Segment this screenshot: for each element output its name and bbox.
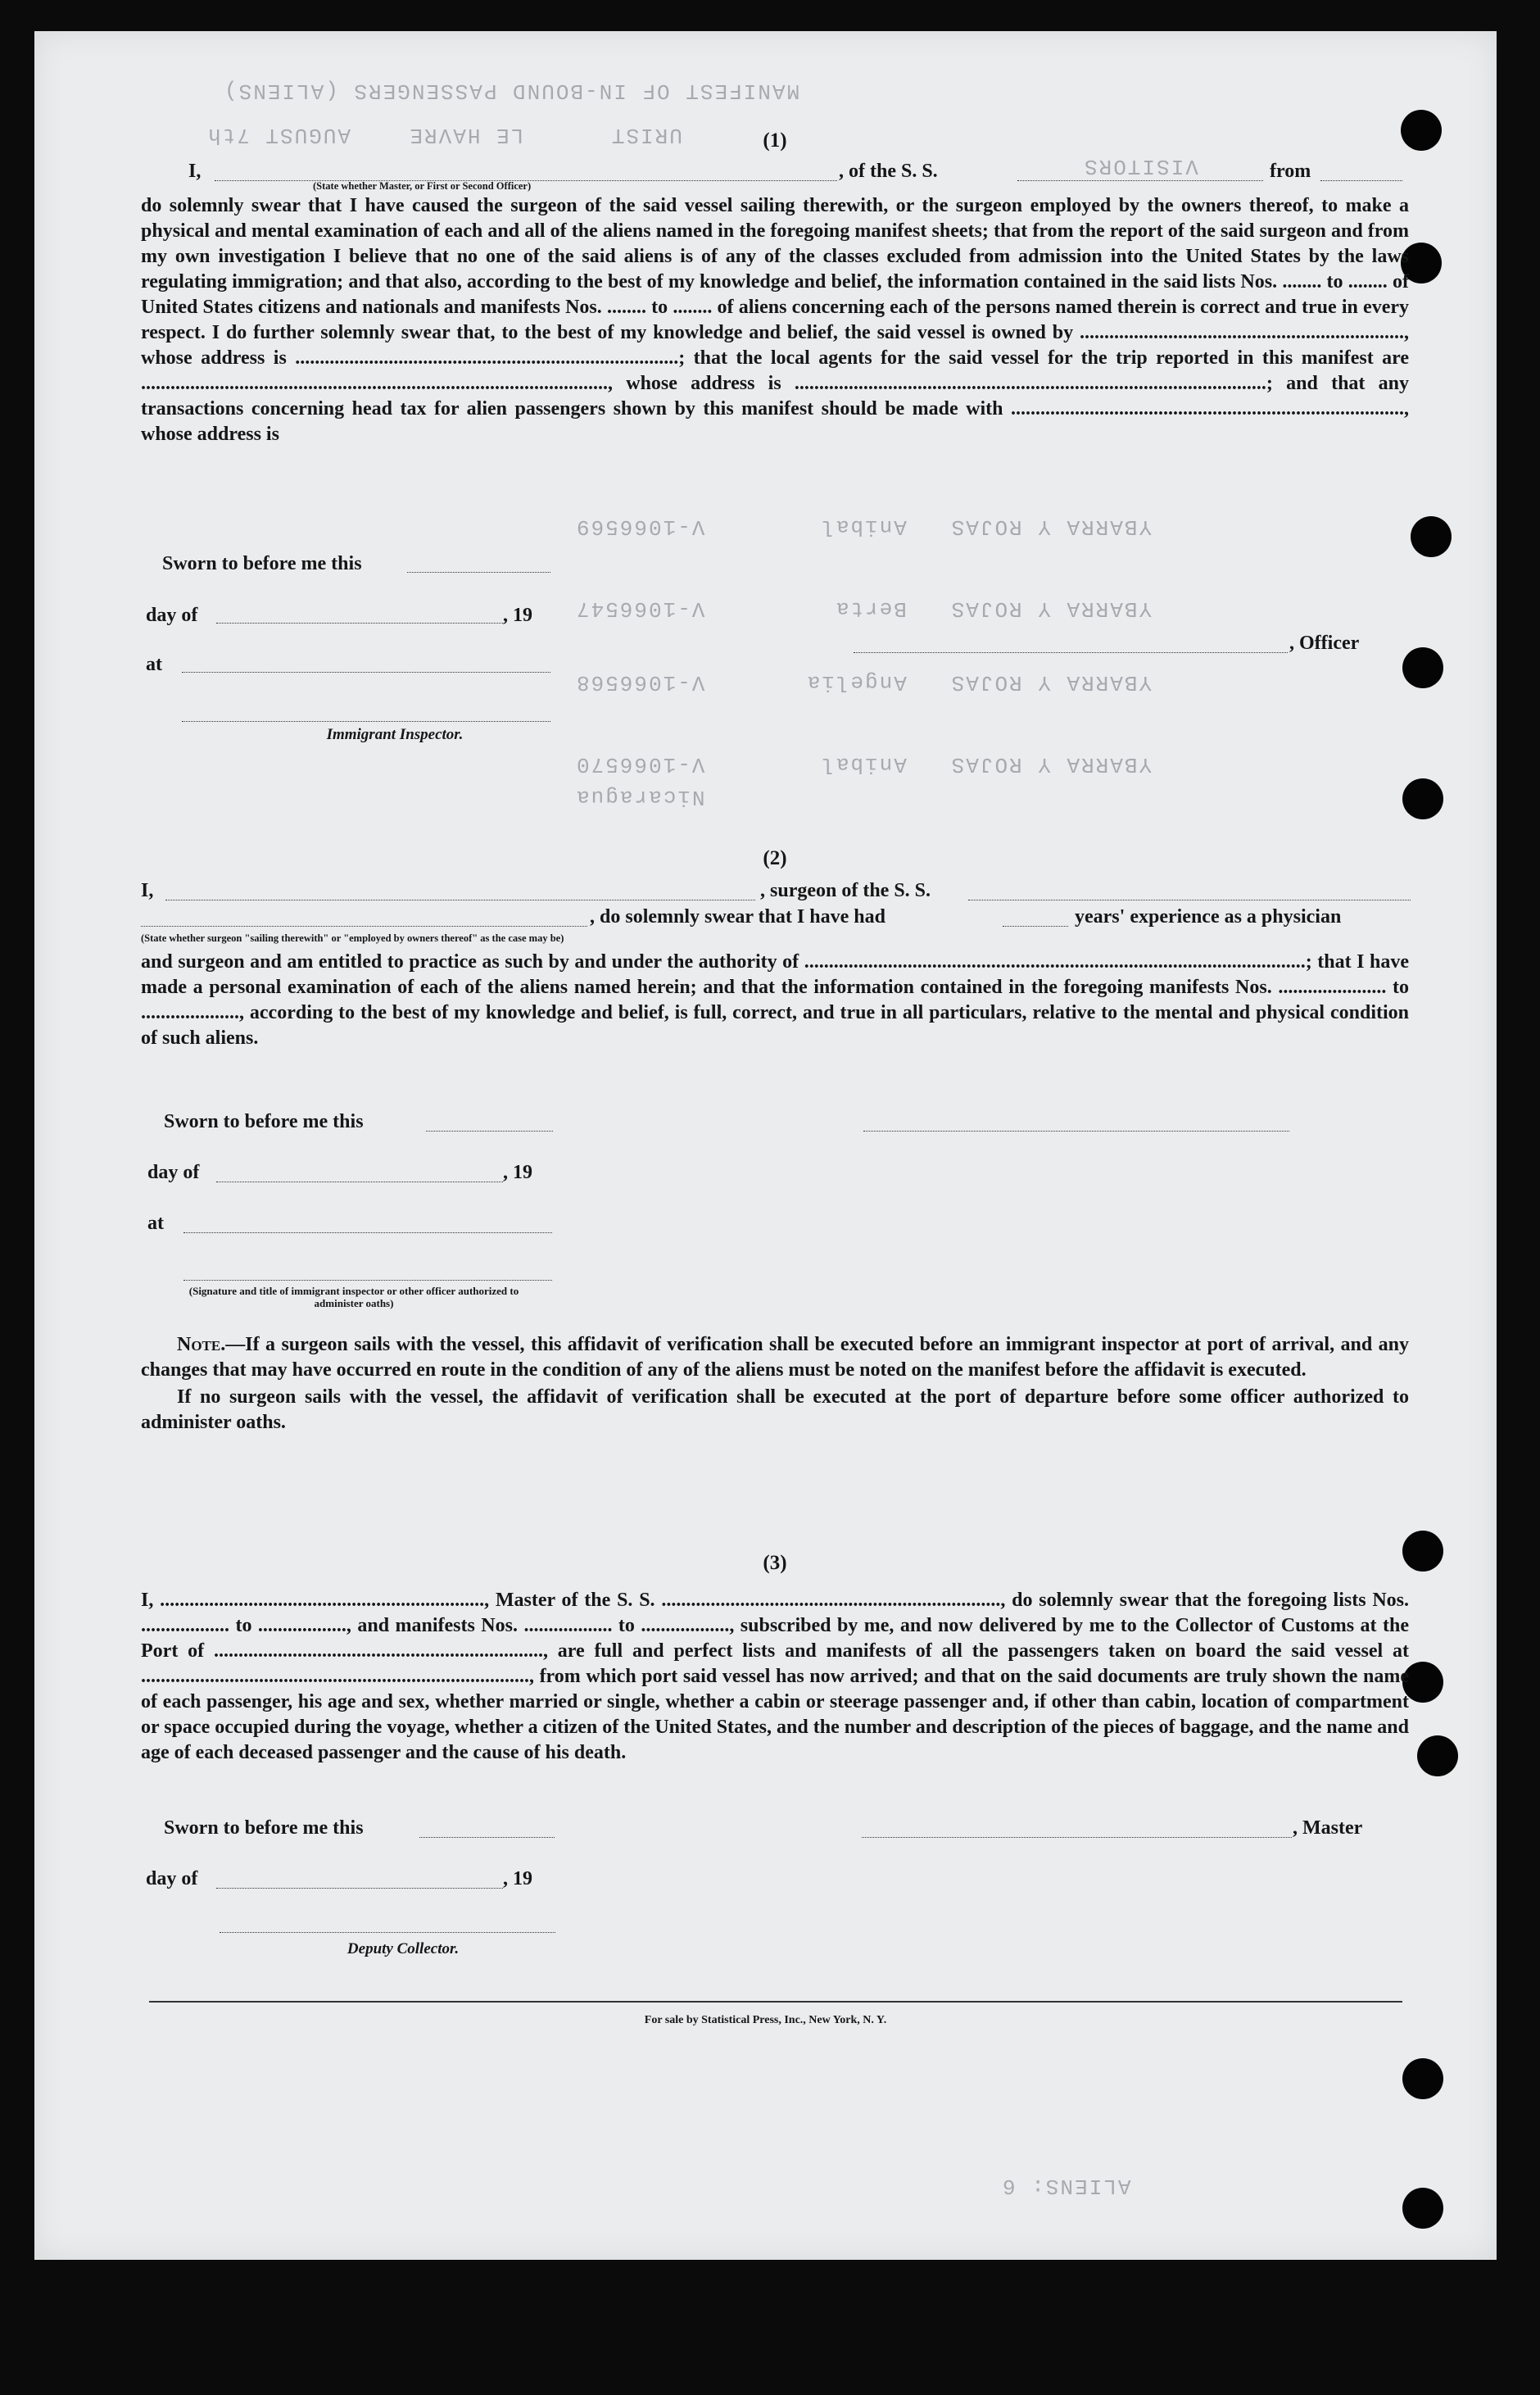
bleed-through-text: YBARRA Y ROJAS Angelia V-1066568 xyxy=(575,670,1153,695)
day-of-label: day of xyxy=(147,1162,200,1183)
year-label: , 19 xyxy=(503,1162,532,1183)
surgeon-signature-field[interactable] xyxy=(863,1131,1289,1132)
punch-hole xyxy=(1402,778,1443,819)
punch-hole xyxy=(1402,2058,1443,2099)
note-paragraph xyxy=(141,1332,1409,1383)
at-label: at xyxy=(147,1213,164,1234)
surgeon-oath-label: , do solemnly swear that I have had xyxy=(590,906,886,928)
collector-signature-field[interactable] xyxy=(220,1932,555,1933)
years-experience-field[interactable] xyxy=(1003,926,1068,927)
bleed-through-text: MANIFEST OF IN-BOUND PASSENGERS (ALIENS) xyxy=(223,79,800,103)
sworn-date-field[interactable] xyxy=(419,1837,555,1838)
oath-line-from-label: from xyxy=(1270,161,1311,182)
bleed-through-text: URIST LE HAVRE AUGUST 7th xyxy=(206,123,682,147)
year-label: , 19 xyxy=(503,605,532,626)
departure-port-field[interactable] xyxy=(1320,180,1402,181)
bleed-through-text: VISITORS xyxy=(1083,154,1198,179)
day-of-label: day of xyxy=(146,1868,198,1889)
punch-hole xyxy=(1402,647,1443,688)
day-of-field[interactable] xyxy=(216,1888,503,1889)
officer-hint: (State whether Master, or First or Second Officer) xyxy=(313,180,532,192)
punch-hole xyxy=(1402,2188,1443,2229)
oath-line-prefix: I, xyxy=(188,161,202,182)
signature-caption: (Signature and title of immigrant inspector or other officer authorized to administer oaths) xyxy=(188,1285,519,1309)
sworn-label: Sworn to before me this xyxy=(162,553,362,574)
section-number: (3) xyxy=(763,1552,787,1574)
punch-hole xyxy=(1417,1735,1458,1776)
vessel-name-field[interactable] xyxy=(1017,180,1263,181)
oath-line-vessel-label: , of the S. S. xyxy=(839,161,938,182)
section-2-surgeon-oath xyxy=(141,847,1409,1051)
at-place-field[interactable] xyxy=(183,1232,552,1233)
surgeon-hint: (State whether surgeon "sailing therewith" or "employed by owners thereof" as the case may be) xyxy=(141,932,564,944)
day-of-label: day of xyxy=(146,605,198,626)
sworn-date-field[interactable] xyxy=(426,1131,553,1132)
years-experience-label: years' experience as a physician xyxy=(1075,906,1342,928)
surgeon-vessel-label: , surgeon of the S. S. xyxy=(760,880,931,901)
manifest-sheet xyxy=(34,31,1497,2260)
surgeon-line-prefix: I, xyxy=(141,880,154,901)
sworn-label: Sworn to before me this xyxy=(164,1817,364,1839)
year-label: , 19 xyxy=(503,1868,532,1889)
note-text-1: —If a surgeon sails with the vessel, this affidavit of verification shall be executed before an immigrant inspector at port of arrival, and any changes that may have occurred en route in the condition of any of the aliens must be noted on the manifest before the affidavit is executed. xyxy=(141,1334,1409,1381)
note-text-2: If no surgeon sails with the vessel, the affidavit of verification shall be executed at the port of departure before some officer authorized to administer oaths. xyxy=(141,1386,1409,1433)
surgeon-first-line xyxy=(141,880,1409,908)
bleed-through-text: YBARRA Y ROJAS Berta V-1066547 xyxy=(575,596,1153,621)
oath-body: do solemnly swear that I have caused the surgeon of the said vessel sailing therewith, or the surgeon employed by the owners thereof, to make a physical and mental examination of each and all of the aliens named in the foregoing manifest sheets; that from the report of the said surgeon and from my own investigation I believe that no one of the said aliens is of any of the classes excluded from admission into the United States by the laws regulating immigration; and that also, according to the best of my knowledge and belief, the information contained in the said lists Nos. ........ to ........ of United States citizens and nationals and manifests Nos. ........ to ........ of aliens concerning each of the persons named therein is correct and true in every respect. I do further solemnly swear that, to the best of my knowledge and belief, the said vessel is owned by .................................................................., whose address is ..............................................................................; that the local agents for the said vessel for the trip reported in this manifest are ..............................................................................................., whose address is ................................................................................................; and that any transactions concerning head tax for alien passengers shown by this manifest should be made with ................................................................................, whose address is xyxy=(141,195,1409,445)
sworn-label: Sworn to before me this xyxy=(164,1111,364,1132)
section-1-master-oath xyxy=(141,129,1409,447)
master-label: , Master xyxy=(1293,1817,1363,1839)
master-signature-field[interactable] xyxy=(862,1837,1292,1838)
at-label: at xyxy=(146,654,162,675)
surgeon-type-field[interactable] xyxy=(141,926,587,927)
punch-hole xyxy=(1411,516,1452,557)
officer-signature-field[interactable] xyxy=(854,652,1288,653)
day-of-field[interactable] xyxy=(216,623,503,624)
surgeon-oath-body: and surgeon and am entitled to practice as such by and under the authority of ......................................................................................................; that I have made a personal examination of each of the aliens named herein; and that the information contained in the foregoing manifests Nos. ...................... to ...................., according to the best of my knowledge and belief, is full, correct, and true in all particulars, relative to the mental and physical condition of such aliens. xyxy=(141,951,1409,1049)
bleed-through-text: YBARRA Y ROJAS Anibal V-1066570 xyxy=(575,752,1153,777)
note-block xyxy=(141,1332,1409,1436)
footer-rule xyxy=(149,2001,1402,2003)
note-label: Note. xyxy=(177,1334,226,1355)
officer-signature-field[interactable] xyxy=(183,1280,552,1281)
bleed-through-text: ALIENS: 6 xyxy=(1001,2174,1131,2198)
at-place-field[interactable] xyxy=(182,672,550,673)
master-oath-body: I, .................................................................., Master of the S. S. ....................................................................., do solemnly swear that the foregoing lists Nos. .................. to .................., and manifests Nos. .................. to .................., subscribed by me, and now delivered by me to the Collector of Customs at the Port of ..................................................................., are full and perfect lists and manifests of all the passengers taken on board the said vessel at ..............................................................................., from which port said vessel has now arrived; and that on the said documents are truly shown the name of each passenger, his age and sex, whether married or single, whether a cabin or steerage passenger and, if other than cabin, location of compartment or space occupied during the voyage, whether a citizen of the United States, and the number and description of the pieces of baggage, and the name and age of each deceased passenger and the cause of his death. xyxy=(141,1590,1409,1763)
inspector-signature-field[interactable] xyxy=(182,721,550,722)
bleed-through-text: YBARRA Y ROJAS Anibal V-1066569 xyxy=(575,515,1153,539)
officer-label: , Officer xyxy=(1289,633,1360,654)
printer-credit: For sale by Statistical Press, Inc., New York, N. Y. xyxy=(644,2014,887,2026)
deputy-collector-caption: Deputy Collector. xyxy=(346,1940,460,1957)
surgeon-second-line xyxy=(141,908,1409,932)
bleed-through-text: Nicaragua xyxy=(575,785,705,810)
section-number: (1) xyxy=(763,129,787,152)
sworn-date-field[interactable] xyxy=(407,572,550,573)
section-3-collector-oath xyxy=(141,1552,1409,1766)
section-number: (2) xyxy=(763,847,787,869)
immigrant-inspector-caption: Immigrant Inspector. xyxy=(326,726,464,743)
